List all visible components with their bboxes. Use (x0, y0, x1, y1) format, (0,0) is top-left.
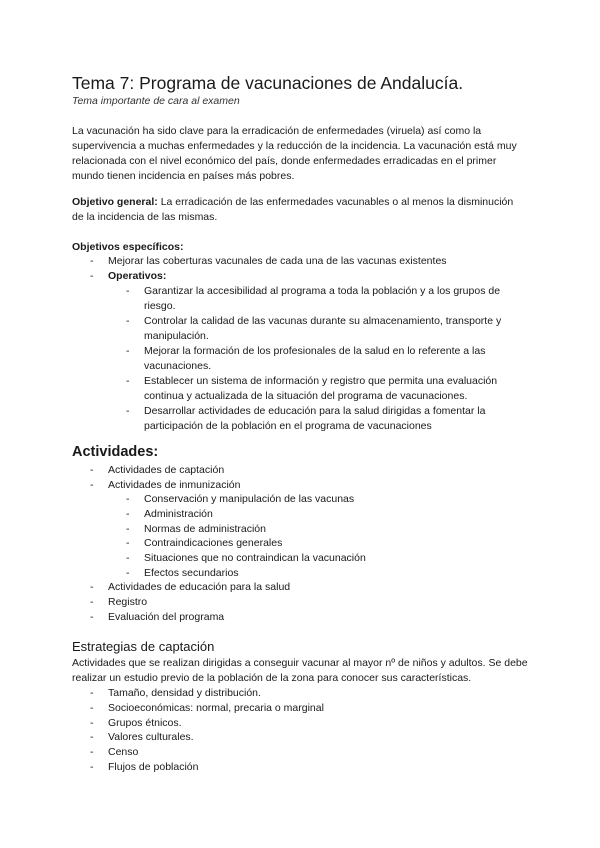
list-item: - Establecer un sistema de información y registro que permita una evaluación continua y actualizada de la situación del programa de vacunaciones. (126, 375, 498, 403)
list-item: - Tamaño, densidad y distribución. (90, 687, 261, 699)
objetivos-especificos-label: Objetivos específicos: (72, 241, 184, 253)
intro-paragraph: La vacunación ha sido clave para la erradicación de enfermedades (viruela) así como la supervivencia a muchas enfermedades y la reducción de la incidencia. La vacunación está muy relacionada con el nivel económico del país, donde enfermedades erradicadas en el primer mundo tienen incidencia en países más pobres. (72, 125, 517, 182)
page-subtitle: Tema importante de cara al examen (72, 95, 240, 107)
list-item: - Socioeconómicas: normal, precaria o marginal (90, 701, 324, 714)
list-item: - Controlar la calidad de las vacunas durante su almacenamiento, transporte y manipulación. (126, 315, 502, 342)
list-item: - Flujos de población (90, 760, 199, 773)
list-item: - Mejorar las coberturas vacunales de cada una de las vacunas existentes (90, 255, 447, 267)
objetivo-general-paragraph (72, 195, 522, 225)
list-item: - Actividades de inmunización (90, 478, 241, 491)
list-item: - Valores culturales. (90, 731, 194, 744)
list-item: - Conservación y manipulación de las vacunas (126, 493, 355, 505)
list-item: - Administración (126, 507, 213, 520)
objetivos-especificos-list (90, 254, 528, 284)
estrategias-heading: Estrategias de captación (72, 639, 215, 654)
list-item: - Registro (90, 595, 148, 608)
list-item: - Censo (90, 746, 139, 759)
list-item: - Contraindicaciones generales (126, 537, 283, 550)
objetivo-general-label: Objetivo general: (72, 196, 158, 208)
list-item: - Garantizar la accesibilidad al programa a toda la población y a los grupos de riesgo. (126, 285, 501, 312)
estrategias-list (90, 686, 528, 775)
page-title: Tema 7: Programa de vacunaciones de Andalucía. (72, 73, 464, 93)
actividades-rest-list (90, 580, 528, 624)
list-item: - Evaluación del programa (90, 610, 225, 623)
actividades-heading: Actividades: (72, 444, 159, 460)
list-item: - Normas de administración (126, 522, 266, 535)
list-item: - Situaciones que no contraindican la vacunación (126, 552, 366, 565)
objetivo-general-text: La erradicación de las enfermedades vacunables o al menos la disminución de la incidencia de las mismas. (72, 196, 514, 223)
list-item: - Desarrollar actividades de educación para la salud dirigidas a fomentar la participación de la población en el programa de vacunaciones (126, 405, 486, 433)
list-item: - Grupos étnicos. (90, 716, 182, 729)
inmunizacion-list (126, 492, 529, 581)
list-item: - Efectos secundarios (126, 566, 239, 579)
list-item: - Actividades de captación (90, 464, 225, 476)
list-item: - Operativos: (90, 269, 167, 282)
operativos-list (126, 284, 529, 434)
estrategias-paragraph: Actividades que se realizan dirigidas a conseguir vacunar al mayor nº de niños y adultos. Se debe realizar un estudio previo de la población de la zona para conocer sus características. (72, 657, 528, 684)
list-item: - Mejorar la formación de los profesionales de la salud en lo referente a las vacunaciones. (126, 345, 486, 372)
list-item: - Actividades de educación para la salud (90, 581, 291, 593)
actividades-list (90, 463, 528, 493)
